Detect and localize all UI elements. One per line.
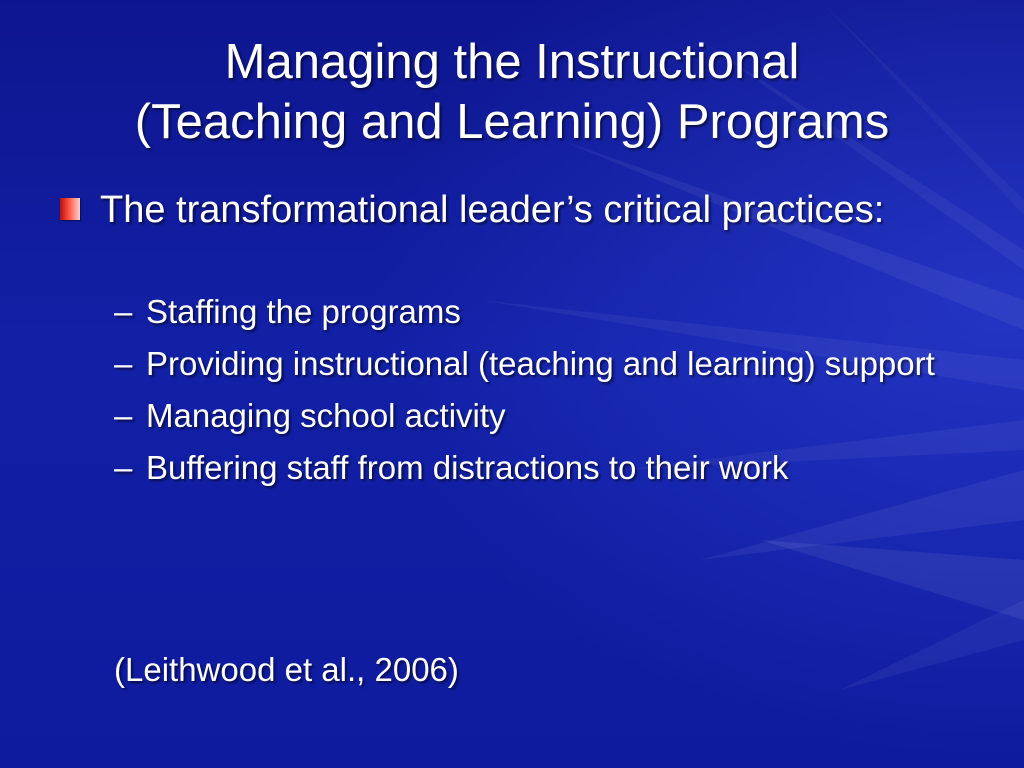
sub-bullet-text: Buffering staff from distractions to their work (146, 449, 789, 486)
dash-bullet-icon: – (114, 345, 133, 382)
dash-bullet-icon: – (114, 397, 133, 434)
square-bullet-icon (60, 198, 80, 220)
citation: (Leithwood et al., 2006) (114, 651, 459, 688)
main-bullet-text: The transformational leader’s critical practices: (100, 189, 885, 231)
dash-bullet-icon: – (114, 449, 133, 486)
sub-bullet-text: Managing school activity (146, 397, 506, 434)
sub-bullet-text: Staffing the programs (146, 293, 461, 330)
sub-bullet-item (114, 394, 974, 438)
title-line-2: (Teaching and Learning) Programs (134, 95, 890, 149)
sub-bullet-list (114, 290, 974, 498)
dash-bullet-icon: – (114, 293, 133, 330)
sub-bullet-item (114, 290, 974, 334)
sub-bullet-item (114, 342, 974, 386)
title-line-1: Managing the Instructional (224, 35, 800, 89)
sub-bullet-item (114, 446, 974, 490)
sub-bullet-text: Providing instructional (teaching and learning) support (146, 345, 935, 382)
slide-title (0, 32, 1024, 152)
